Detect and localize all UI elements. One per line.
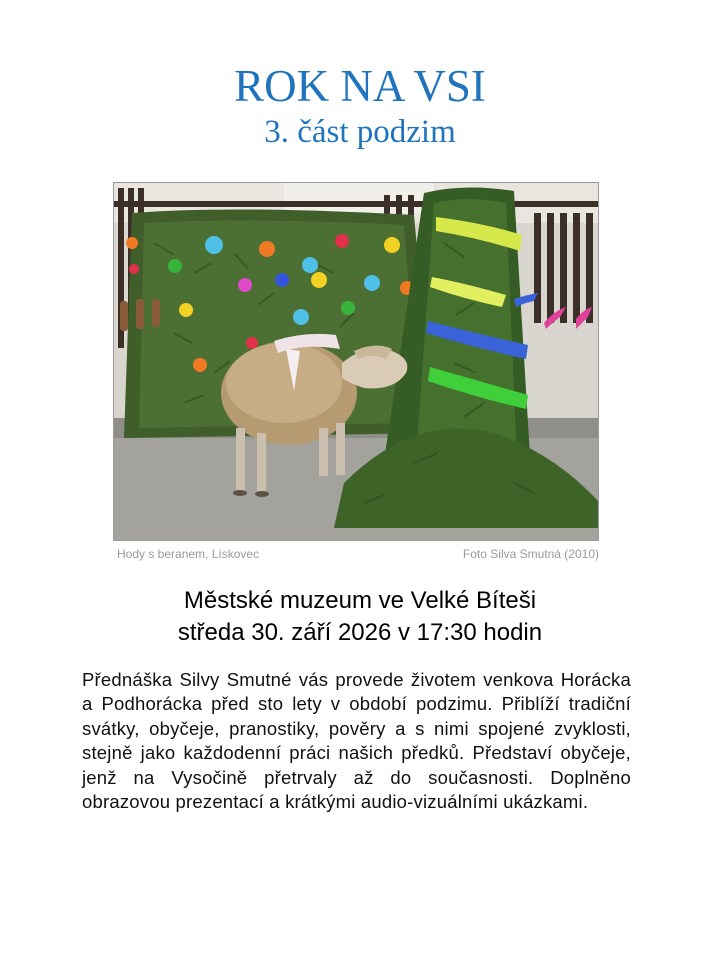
photo-credit: Foto Silva Smutná (2010) — [462, 547, 599, 561]
event-date: středa 30. září 2026 v 17:30 hodin — [177, 619, 543, 646]
photo-caption: Hody s beranem, Lískovec — [117, 547, 260, 561]
poster-title: ROK NA VSI — [234, 61, 486, 111]
event-description: Přednáška Silvy Smutné vás provede životem venkova Horácka a Podhorácka před sto lety v období podzimu. Přiblíží tradiční svátky, obyčeje, pranostiky, pověry a s nimi spojené zvyklosti, stejně jako každodenní práci našich předků. Představí obyčeje, jenž na Vysočině přetrvaly až do současnosti. Doplněno obrazovou prezentací a krátkými audio-vizuálními ukázkami. — [82, 669, 631, 813]
poster-subtitle: 3. část podzim — [264, 114, 456, 150]
event-photo — [113, 182, 599, 541]
event-venue: Městské muzeum ve Velké Bíteši — [183, 587, 537, 614]
